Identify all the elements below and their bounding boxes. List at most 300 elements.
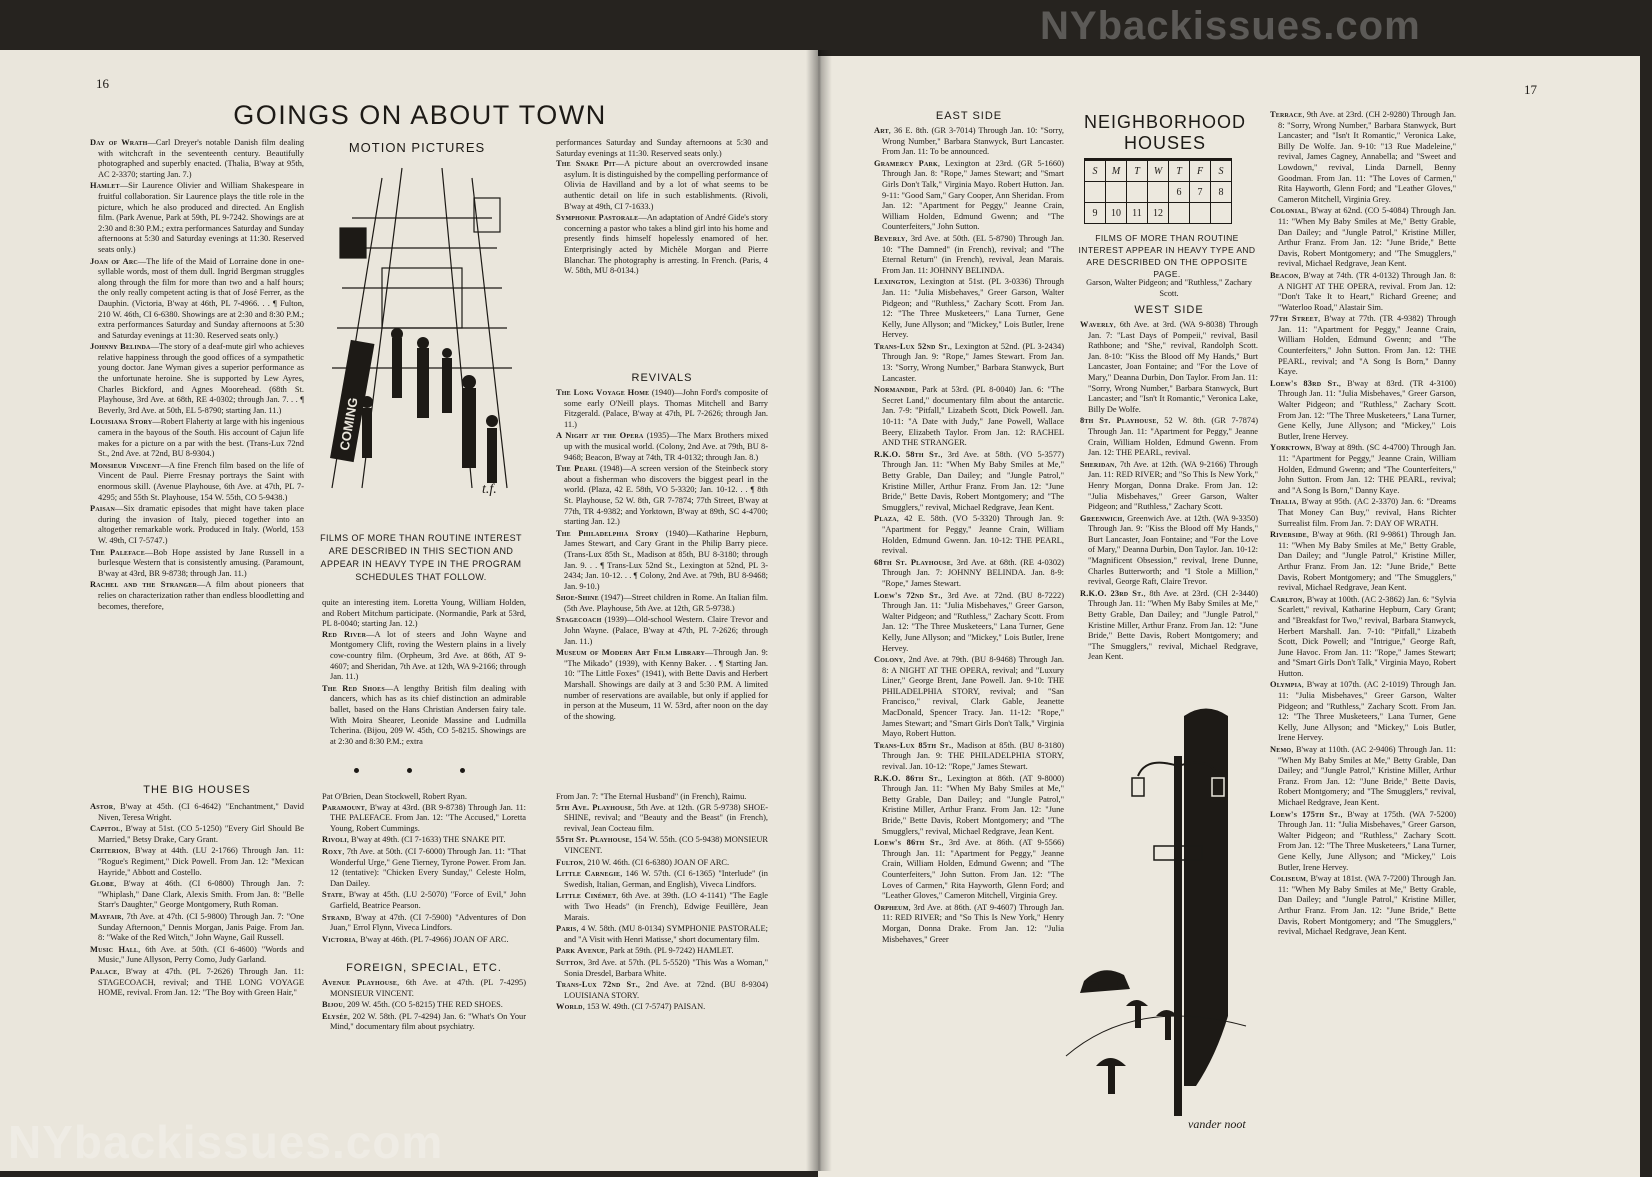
- listing-text: , Lexington at 23rd. (GR 5-1660) Through Jan. 8: "Rope," James Stewart; and "Smart Girls Don't Talk," Virginia Mayo. Robert Hutton. Jan. 9-11: "Good Sam," Gary Cooper, Ann Sheridan. From Jan. 12: "Apartment for Peggy," Jeanne Crain, William Holden, Edmund Gwenn; and "The Counterfeiters," John Sutton.: [882, 158, 1064, 232]
- listing-text: , B'way at 45th. (LU 2-5070) "Force of Evil," John Garfield, Beatrice Pearson.: [330, 890, 526, 910]
- listing-text: , B'way at 83rd. (TR 4-3100) Through Jan. 11: "Julia Misbehaves," Greer Garson, Walter Pidgeon; and "Ruthless," Zachary Scott. From Jan. 12: "The Three Musketeers," Lana Turner, Gene Kelly, June Allyson; and "Mickey," Lois Butler, Irene Hervey.: [1278, 378, 1456, 441]
- listing-name: Riverside: [1270, 530, 1307, 540]
- watermark-top: NYbackissues.com: [1040, 4, 1421, 48]
- listing-text: —Bob Hope assisted by Jane Russell in a burlesque Western that is consistently amusing. (Paramount, B'way at 43rd, BR 9-8738; through Jan. 11.): [98, 547, 304, 578]
- listing-entry: [1080, 416, 1258, 458]
- listing-entry: [556, 159, 768, 212]
- listing-name: Olympia: [1270, 680, 1302, 690]
- schedule-calendar: [1084, 158, 1232, 224]
- listing-name: Terrace: [1270, 110, 1303, 119]
- listing-entry: [90, 342, 304, 416]
- listing-name: Day of Wrath: [90, 138, 148, 147]
- listing-entry: [322, 935, 526, 946]
- calendar-date: [1106, 182, 1127, 203]
- listing-name: Loew's 83rd St.: [1270, 378, 1339, 388]
- calendar-day-headers: [1085, 160, 1232, 182]
- listing-text: , 5th Ave. at 12th. (GR 5-9738) SHOE-SHINE, revival; and "Beauty and the Beast" (in French), revival, Jean Cocteau film.: [564, 802, 768, 833]
- listing-entry: [874, 591, 1064, 655]
- listing-text: , B'way at 47th. (CI 7-5900) "Adventures of Don Juan," Errol Flynn, Viveca Lindfors.: [330, 912, 526, 933]
- listing-text: , Lexington at 86th. (AT 9-8000) Through Jan. 11: "When My Baby Smiles at Me," Betty Grable, Dan Dailey; and "Jungle Patrol," Kristine Miller, Arthur Franz. From Jan. 12: "June Bride," Bette Davis, Robert Montgomery; and "The Smugglers," revival, Michael Redgrave, Jean Kent.: [882, 773, 1064, 836]
- listing-entry: [874, 342, 1064, 384]
- listing-name: Louisiana Story: [90, 417, 153, 427]
- listing-entry: [556, 529, 768, 593]
- coming-sign-text: COMING: [336, 396, 361, 452]
- calendar-week-2: [1085, 203, 1232, 224]
- listing-name: Little Cinémet: [556, 891, 617, 901]
- listing-entry: [1270, 874, 1456, 938]
- calendar-date: [1190, 203, 1211, 224]
- calendar-week-1: [1085, 182, 1232, 203]
- listing-entry: [874, 159, 1064, 233]
- listing-entry: [874, 277, 1064, 341]
- listing-text: , 3rd Ave. at 58th. (VO 5-3577) Through Jan. 11: "When My Baby Smiles at Me," Betty Grable, Dan Dailey; and "Jungle Patrol," Kristine Miller, Arthur Franz. From Jan. 12: "June Bride," Bette Davis, Robert Montgomery; and "The Smugglers," revival, Michael Redgrave, Jean Kent.: [882, 449, 1064, 512]
- listing-name: Coliseum: [1270, 874, 1306, 884]
- listing-name: Waverly: [1080, 320, 1114, 329]
- listing-name: Red River: [322, 629, 367, 639]
- listing-name: 8th St. Playhouse: [1080, 416, 1157, 426]
- listing-name: Avenue Playhouse: [322, 978, 398, 987]
- listing-text: , B'way at 100th. (AC 2-3862) Jan. 6: "Sylvia Scarlett," revival, Katharine Hepburn, Cary Grant; and "Breakfast for Two," revival, Barbara Stanwyck, Herbert Marshall. Jan. 7-10: "Pitfall," Lizabeth Scott, Dick Powell; and "Intrigue," George Raft, June Havoc. From Jan. 11: "Rope," James Stewart; and "Smart Girls Don't Talk," Virginia Mayo, Robert Hutton.: [1278, 594, 1456, 678]
- section-big-houses: THE BIG HOUSES: [143, 784, 251, 796]
- listing-name: World: [556, 1002, 583, 1012]
- listing-text: (1939)—Old-school Western. Claire Trevor and John Wayne. (Palace, B'way at 47th, PL 7-2626; through Jan. 11.): [564, 615, 768, 646]
- listing-entry: [874, 903, 1064, 945]
- listing-text: —A fine French film based on the life of Vincent de Paul. Pierre Fresnay portrays the Saint with enormous skill. (Avenue Playhouse, 6th Ave. at 47th, PL 7-4295; and 55th St. Playhouse, 154 W. 55th, CO 5-9438.): [98, 460, 304, 502]
- listing-text: , B'way at 46th. (PL 7-4966) JOAN OF ARC.: [355, 934, 509, 944]
- listing-entry: [874, 774, 1064, 838]
- listing-entry: [90, 257, 304, 342]
- listing-text: , Madison at 85th. (BU 8-3180) Through Jan. 9: THE PHILADELPHIA STORY, revival. Jan. 10-12: "Rope," James Stewart.: [882, 740, 1064, 772]
- listing-name: Symphonie Pastorale: [556, 213, 639, 223]
- listing-text: , Park at 59th. (PL 9-7242) HAMLET.: [605, 946, 734, 956]
- listing-name: A Night at the Opera: [556, 431, 644, 441]
- calendar-date: 12: [1148, 203, 1169, 224]
- motion-pictures-column-1: [90, 138, 304, 828]
- listing-text: , Lexington at 52nd. (PL 3-2434) Through Jan. 9: "Rope," James Stewart. From Jan. 13: "Sorry, Wrong Number," Barbara Stanwyck, Burt Lancaster.: [882, 341, 1064, 383]
- listing-name: The Pearl: [556, 464, 597, 474]
- listing-entry: [1270, 595, 1456, 680]
- listing-entry: [556, 924, 768, 945]
- listing-text: , 6th Ave. at 39th. (LO 4-1141) "The Eagle with Two Heads" (in French), Edwige Feuillère, Jean Marais.: [564, 891, 768, 922]
- listing-text: , B'way at 43rd. (BR 9-8738) Through Jan. 11: THE PALEFACE. From Jan. 12: "The Accused," Loretta Young, Robert Cummings.: [330, 802, 526, 833]
- calendar-date: [1127, 182, 1148, 203]
- calendar-date: [1085, 182, 1106, 203]
- listing-text: , B'way at 89th. (SC 4-4700) Through Jan. 11: "Apartment for Peggy," Jeanne Crain, William Holden, Edmund Gwenn; and "The Counterfeiters," John Sutton. From Jan. 12: THE PEARL, revival; and "A Song Is Born," Danny Kaye.: [1278, 443, 1456, 495]
- listing-name: Colony: [874, 655, 904, 665]
- listing-name: Sheridan: [1080, 459, 1115, 469]
- listing-entry: [322, 803, 526, 835]
- listing-text: —A lot of steers and John Wayne and Montgomery Clift, roving the Western plains in a lively cow-country film. (Orpheum, 3rd Ave. at 86th, AT 9-4607; and Sheridan, 7th Ave. at 12th, WA 9-2166; through Jan. 11.): [330, 629, 526, 682]
- entry-list: [90, 138, 304, 612]
- listing-name: Joan of Arc: [90, 256, 138, 266]
- listing-entry: [90, 945, 304, 966]
- listing-text: —Carl Dreyer's notable Danish film dealing with witchcraft in the seventeenth century. Beautifully photographed and superbly enacted. (Thalia, B'way at 95th, AC 2-3370; starting Jan. 7.): [98, 138, 304, 179]
- listing-entry: [556, 891, 768, 923]
- foreign-column-2: [556, 792, 768, 1162]
- section-motion-pictures: MOTION PICTURES: [348, 140, 486, 155]
- listing-name: Astor: [90, 802, 114, 811]
- listing-entry: [322, 630, 526, 683]
- listing-text: , 3rd Ave. at 50th. (EL 5-8790) Through Jan. 10: "The Damned" (in French), revival; and "The Eternal Return" (in French), revival, Jean Marais. From Jan. 11: JOHNNY BELINDA.: [882, 233, 1064, 275]
- listing-text: , 3rd Ave. at 72nd. (BU 8-7222) Through Jan. 11: "Julia Misbehaves," Greer Garson, Walter Pidgeon; and "Ruthless," Zachary Scott. From Jan. 12: "The Three Musketeers," Lana Turner, Gene Kelly, June Allyson; and "Mickey," Lois Butler, Irene Hervey.: [882, 590, 1064, 653]
- listing-entry: [556, 958, 768, 979]
- listing-name: Paris: [556, 924, 577, 934]
- listing-text: , B'way at 96th. (RI 9-9861) Through Jan. 11: "When My Baby Smiles at Me," Betty Grable, Dan Dailey; and "Jungle Patrol," Kristine Miller, Arthur Franz. From Jan. 12: "June Bride," Bette Davis, Robert Montgomery; and "The Smugglers," revival, Michael Redgrave, Jean Kent.: [1278, 530, 1456, 593]
- listing-text: , Lexington at 51st. (PL 3-0336) Through Jan. 11: "Julia Misbehaves," Greer Garson, Walter Pidgeon; and "Ruthless," Zachary Scott. From Jan. 12: "The Three Musketeers," Lana Turner, Gene Kelly, June Allyson; and "Mickey," Lois Butler, Irene Hervey.: [882, 277, 1064, 340]
- listing-entry: [556, 1002, 768, 1013]
- listing-name: 77th Street: [1270, 314, 1319, 324]
- listing-text: , 4 W. 58th. (MU 8-0134) SYMPHONIE PASTORALE; and "A Visit with Henri Matisse," short documentary film.: [564, 924, 768, 944]
- listing-name: Lexington: [874, 277, 914, 287]
- listing-text: , 3rd Ave. at 86th. (AT 9-4607) Through Jan. 11: RED RIVER; and "So This Is New York," Henry Morgan, Donna Drake. From Jan. 12: "Julia Misbehaves," Greer: [882, 902, 1064, 944]
- listing-name: Rachel and the Stranger: [90, 580, 197, 590]
- listing-text: —An adaptation of André Gide's story concerning a pastor who takes a blind girl into his home and presently finds himself hopelessly enamored of her. Enterprisingly acted by Michèle Morgan and Pierre Blanchar. The photography is arresting. In French. (Paris, 4 W. 58th, MU 8-0134.): [564, 213, 768, 276]
- listing-entry: [556, 803, 768, 835]
- listing-entry: [90, 548, 304, 580]
- listing-entry: [556, 464, 768, 528]
- listing-name: The Long Voyage Home: [556, 388, 650, 397]
- listing-text: (1940)—Katharine Hepburn, James Stewart, and Cary Grant in the Philip Barry piece. (Trans-Lux 85th St., Madison at 85th, BU 8-3180; through Jan. 9. . . ¶ Trans-Lux 52nd St., Lexington at 52nd, PL 3-2434; Jan. 10-12. . . ¶ Colony, 2nd Ave. at 79th, BU 8-9468; Jan. 9-10.): [564, 528, 768, 591]
- calendar-date: 8: [1211, 182, 1232, 203]
- listing-text: , 153 W. 49th. (CI 7-5747) PAISAN.: [582, 1002, 706, 1012]
- listing-name: Stagecoach: [556, 615, 602, 625]
- listing-entry: [556, 980, 768, 1001]
- listing-text: , B'way at 46th. (CI 6-0800) Through Jan. 7: "Whiplash," Dane Clark, Alexis Smith. From Jan. 8: "Belle Starr's Daughter," George Montgomery, Ruth Roman.: [98, 879, 304, 910]
- listing-name: Carlton: [1270, 594, 1303, 604]
- listing-name: Paisan: [90, 504, 115, 514]
- listing-entry: [1270, 110, 1456, 205]
- listing-entry: [556, 213, 768, 277]
- listing-entry: [1080, 589, 1258, 663]
- listing-entry: [556, 593, 768, 614]
- listing-name: The Red Shoes: [322, 683, 385, 693]
- listing-text: , 3rd Ave. at 68th. (RE 4-0302) Through Jan. 7: JOHNNY BELINDA. Jan. 8-9: "Rope," James Stewart.: [882, 557, 1064, 588]
- listing-text: (1940)—John Ford's composite of some early O'Neill plays. Thomas Mitchell and Barry Fitzgerald. (Palace, B'way at 47th, PL 7-2626; through Jan. 11.): [564, 388, 768, 429]
- calendar-day: W: [1148, 160, 1169, 182]
- listing-entry: [1270, 530, 1456, 594]
- continued-text: quite an interesting item. Loretta Young, William Holden, and Robert Mitchum participate. (Normandie, Park at 53rd, PL 8-0040; starting Jan. 12.): [322, 598, 526, 629]
- listing-entry: [322, 913, 526, 934]
- listing-text: , Park at 53rd. (PL 8-0040) Jan. 6: "The Secret Land," documentary film about the antarctic. Jan. 7-9: "Pitfall," Lizabeth Scott, Dick Powell. Jan. 10-11: "A Date with Judy," Jane Powell, Wallace Beery, Elizabeth Taylor. From Jan. 12: RACHEL AND THE STRANGER.: [882, 385, 1064, 448]
- listing-name: 5th Ave. Playhouse: [556, 802, 633, 812]
- listing-text: , B'way at 47th. (PL 7-2626) Through Jan. 11: STAGECOACH, revival; and THE LONG VOYAGE HOME, revival. From Jan. 12: "The Boy with Green Hair,": [98, 966, 304, 998]
- entry-list: [556, 388, 768, 722]
- listing-text: , 42 E. 58th. (VO 5-3320) Through Jan. 9: "Apartment for Peggy," Jeanne Crain, William Holden, Edmund Gwenn. Jan. 10-12: THE PEARL, revival.: [882, 514, 1064, 556]
- listing-name: Loew's 86th St.: [874, 838, 942, 848]
- listing-text: , B'way at 44th. (LU 2-1766) Through Jan. 11: "Rogue's Regiment," Dick Powell. From Jan. 12: "Mexican Hayride," Abbott and Costello.: [98, 846, 304, 877]
- lamppost-illustration: [1056, 696, 1256, 1136]
- listing-list: [90, 802, 304, 999]
- listing-text: , B'way at 49th. (CI 7-1633) THE SNAKE PIT.: [346, 835, 506, 845]
- motion-pictures-column-3: [556, 138, 768, 378]
- listing-entry: [556, 388, 768, 430]
- street-scene-illustration: [322, 158, 520, 505]
- continued-text: performances Saturday and Sunday afternoons at 5:30 and Saturday evenings at 11:30. Reserved seats only.): [556, 138, 768, 158]
- listing-text: —A picture about an overcrowded insane asylum. It is distinguished by the compelling performance of Olivia de Havilland and by a lot of what seems to be authentic detail on life in such establishments. (Rivoli, B'way at 49th, CI 7-1633.): [564, 159, 768, 211]
- listing-name: Rivoli: [322, 835, 347, 845]
- listing-text: (1935)—The Marx Brothers mixed up with the musical world. (Colony, 2nd Ave. at 79th, BU 8-9468; Beacon, B'way at 74th, TR 4-0132; through Jan. 8.): [564, 431, 768, 462]
- listing-text: , 209 W. 45th. (CO 5-8215) THE RED SHOES.: [342, 1000, 503, 1010]
- section-revivals: REVIVALS: [631, 372, 693, 384]
- listing-entry: [1080, 514, 1258, 588]
- listing-entry: [874, 234, 1064, 276]
- listing-text: , 36 E. 8th. (GR 3-7014) Through Jan. 10: "Sorry, Wrong Number," Barbara Stanwyck, Burt Lancaster. From Jan. 11: To be announced.: [882, 126, 1064, 157]
- listing-text: , B'way at 181st. (WA 7-7200) Through Jan. 11: "When My Baby Smiles at Me," Betty Grable, Dan Dailey; and "Jungle Patrol," Kristine Miller, Arthur Franz. From Jan. 12: "June Bride," Bette Davis, Robert Montgomery; and "The Smugglers," revival, Michael Redgrave, Jean Kent.: [1278, 874, 1456, 937]
- listing-name: R.K.O. 86th St.: [874, 773, 941, 783]
- listing-name: Victoria: [322, 934, 356, 944]
- entry-list: [322, 630, 526, 748]
- listing-name: Mayfair: [90, 911, 122, 921]
- listing-name: Strand: [322, 912, 350, 922]
- listing-entry: [90, 138, 304, 180]
- listing-entry: [90, 824, 304, 845]
- listing-list: [322, 803, 526, 946]
- listing-entry: [874, 126, 1064, 158]
- listing-entry: [1270, 680, 1456, 744]
- listing-entry: [322, 890, 526, 911]
- listing-name: Trans-Lux 85th St.: [874, 740, 952, 750]
- continued-text: Garson, Walter Pidgeon; and "Ruthless," Zachary Scott.: [1086, 278, 1252, 298]
- listing-text: , B'way at 51st. (CO 5-1250) "Every Girl Should Be Married," Betsy Drake, Cary Grant.: [98, 824, 304, 844]
- calendar-date: 7: [1190, 182, 1211, 203]
- listing-name: Art: [874, 126, 889, 135]
- neighborhood-title-line-2: HOUSES: [1123, 133, 1207, 153]
- listing-name: Plaza: [874, 514, 897, 524]
- illustrator-initials: t.f.: [482, 482, 497, 497]
- listing-entry: [556, 615, 768, 647]
- listing-text: , 9th Ave. at 23rd. (CH 2-9280) Through Jan. 8: "Sorry, Wrong Number," Barbara Stanwyck, Burt Lancaster; and "Isn't It Romantic," Veronica Lake, Billy De Wolfe. Jan. 9-10: "13 Rue Madeleine," revival, James Cagney, Annabella; and "Sweet and Lowdown," revival, Linda Darnell, Benny Goodman. From Jan. 11: "The Loves of Carmen," Rita Hayworth, Glenn Ford; and "Leather Gloves," Cameron Mitchell, Virginia Grey.: [1278, 110, 1456, 204]
- listing-text: , 2nd Ave. at 79th. (BU 8-9468) Through Jan. 8: A NIGHT AT THE OPERA, revival; and "Luxury Liner," George Brent, Jane Powell. Jan. 9-10: THE PHILADELPHIA STORY, revival; and "San Francisco," revival, Clark Gable, Jeanette MacDonald, Spencer Tracy. Jan. 11-12: "Rope," James Stewart; and "Smart Girls Don't Talk," Virginia Mayo, Robert Hutton.: [882, 655, 1064, 739]
- listing-entry: [874, 558, 1064, 590]
- listing-name: 55th St. Playhouse: [556, 835, 630, 845]
- calendar-date: 6: [1169, 182, 1190, 203]
- listing-name: Loew's 175th St.: [1270, 809, 1341, 819]
- listing-text: , B'way at 74th. (TR 4-0132) Through Jan. 8: A NIGHT AT THE OPERA, revival. From Jan. 12: "Don't Take It to Heart," Richard Greene; and "Waterloo Road," Alastair Sim.: [1278, 270, 1456, 312]
- listing-entry: [90, 580, 304, 612]
- listing-name: The Paleface: [90, 547, 145, 557]
- listing-entry: [322, 1012, 526, 1033]
- listing-name: Trans-Lux 52nd St.: [874, 341, 950, 351]
- section-foreign-special: FOREIGN, SPECIAL, ETC.: [346, 962, 502, 974]
- calendar-date: [1169, 203, 1190, 224]
- listing-name: Paramount: [322, 802, 365, 812]
- listing-text: , 7th Ave. at 50th. (CI 7-6000) Through Jan. 11: "That Wonderful Urge," Gene Tierney, Tyrone Power. From Jan. 12 (tentative): "Chicken Every Sunday," Celeste Holm, Dan Dailey.: [330, 846, 526, 888]
- book-gutter: [806, 50, 832, 1171]
- listing-list: [556, 803, 768, 1013]
- listing-text: , B'way at 62nd. (CO 5-4084) Through Jan. 11: "When My Baby Smiles at Me," Betty Grable, Dan Dailey; and "Jungle Patrol," Kristine Miller, Arthur Franz. From Jan. 12: "June Bride," Bette Davis, Robert Montgomery; and "The Smugglers," revival, Michael Redgrave, Jean Kent.: [1278, 206, 1456, 269]
- calendar-day: T: [1169, 160, 1190, 182]
- listing-text: , 146 W. 57th. (CI 6-1365) "Interlude" (in Swedish, Italian, German, and English), Viveca Lindfors.: [564, 869, 768, 889]
- listing-name: Trans-Lux 72nd St.: [556, 980, 638, 990]
- listing-text: , 154 W. 55th. (CO 5-9438) MONSIEUR VINCENT.: [564, 835, 768, 855]
- listing-entry: [90, 846, 304, 878]
- section-west-side: WEST SIDE: [1134, 304, 1204, 316]
- listing-text: —Sir Laurence Olivier and William Shakespeare in fruitful collaboration. Sir Laurence plays the title role in the picture, which he also produced and directed. An English film. (Park Avenue, Park at 59th, PL 9-7242. Showings are at 2:30 and 8:30 P.M.; extra performances Saturday and Sunday afternoons at 5:30 and Saturday evenings at 11:30. Reserved seats only.): [98, 181, 304, 254]
- big-houses-column-1: [90, 802, 304, 1162]
- east-side-column: [874, 126, 1064, 1156]
- listing-text: , B'way at 175th. (WA 7-5200) Through Jan. 11: "Julia Misbehaves," Greer Garson, Walter Pidgeon; and "Ruthless," Zachary Scott. From Jan. 12: "The Three Musketeers," Lana Turner, Gene Kelly, June Allyson; and "Mickey," Lois Butler, Irene Hervey.: [1278, 809, 1456, 872]
- listing-entry: [1270, 271, 1456, 313]
- page-title: GOINGS ON ABOUT TOWN: [233, 100, 607, 130]
- listing-text: , 210 W. 46th. (CI 6-6380) JOAN OF ARC.: [583, 857, 730, 867]
- listing-entry: [1270, 443, 1456, 496]
- listing-entry: [1270, 206, 1456, 270]
- listing-text: , 52 W. 8th. (GR 7-7874) Through Jan. 11: "Apartment for Peggy," Jeanne Crain, William Holden, Edmund Gwenn. From Jan. 12: THE PEARL, revival.: [1088, 416, 1258, 458]
- listing-text: —A lengthy British film dealing with dancers, which has as its chief distinction an admirable ballet, based on the Hans Christian Andersen fairy tale. With Moira Shearer, Leonide Massine and Ludmilla Tcherina. (Bijou, 209 W. 45th, CO 5-8215. Showings are at 2:30 and 8:30 P.M.; extra: [330, 683, 526, 746]
- listing-text: , B'way at 45th. (CI 6-4642) "Enchantment," David Niven, Teresa Wright.: [98, 802, 304, 822]
- listing-text: , 8th Ave. at 23rd. (CH 2-3440) Through Jan. 11: "When My Baby Smiles at Me," Betty Grable, Dan Dailey; and "Jungle Patrol," Kristine Miller, Arthur Franz. From Jan. 12: "June Bride," Bette Davis, Robert Montgomery; and "The Smugglers," revival, Michael Redgrave, Jean Kent.: [1088, 588, 1258, 662]
- page-number-right: 17: [1524, 82, 1537, 97]
- listing-name: Palace: [90, 966, 118, 976]
- listing-text: —A film about pioneers that relies on characterization rather than endless bloodletting and becomes, therefore,: [98, 580, 304, 611]
- listing-entry: [556, 946, 768, 957]
- listing-name: Museum of Modern Art Film Library: [556, 648, 705, 658]
- listing-entry: [874, 385, 1064, 449]
- listing-name: R.K.O. 58th St.: [874, 449, 941, 459]
- listing-name: Nemo: [1270, 745, 1292, 755]
- calendar-day: S: [1211, 160, 1232, 182]
- listing-name: Gramercy Park: [874, 158, 938, 168]
- listing-text: , 202 W. 58th. (PL 7-4294) Jan. 6: "What's On Your Mind," documentary film about psychiatry.: [330, 1011, 526, 1032]
- listing-name: Beacon: [1270, 270, 1299, 280]
- listing-text: —The story of a deaf-mute girl who achieves relative happiness through the good offices of a sympathetic young doctor. Jane Wyman gives a superior performance as the unfortunate heroine. She is supported by Lew Ayres, Charles Bickford, and Agnes Moorehead. (68th St. Playhouse, 3rd Ave. at 68th, RE 4-0302; through Jan. 7. . . ¶ Beverly, 3rd Ave. at 50th, EL 5-8790; starting Jan. 11.): [98, 342, 304, 415]
- listing-entry: [90, 802, 304, 823]
- listing-entry: [1270, 497, 1456, 529]
- listing-text: —Through Jan. 9: "The Mikado" (1939), with Kenny Baker. . . ¶ Starting Jan. 10: "The Little Foxes" (1941), with Bette Davis and Herbert Marshall. Showings are daily at 3 and 5:30 P.M. A limited number of reservations are available, but only if applied for in person at the Museum, 11 W. 53rd, after noon on the day of the showing.: [564, 648, 768, 721]
- listing-entry: [1270, 745, 1456, 809]
- listing-entry: [90, 461, 304, 503]
- listing-text: , 3rd Ave. at 57th. (PL 5-5520) "This Was a Woman," Sonia Dresdel, Barbara White.: [564, 957, 768, 978]
- listing-text: —Six dramatic episodes that might have taken place during the invasion of Italy, pieced together into an altogether remarkable work. Produced in Italy. (World, 153 W. 49th, CI 7-5747.): [98, 504, 304, 545]
- listing-text: , 6th Ave. at 50th. (CI 6-4600) "Words and Music," June Allyson, Perry Como, Judy Garland.: [98, 944, 304, 965]
- listing-name: Elysée: [322, 1011, 348, 1021]
- listing-text: , 7th Ave. at 12th. (WA 9-2166) Through Jan. 11: RED RIVER; and "So This Is New York," Henry Morgan, Donna Drake. From Jan. 12: "Julia Misbehaves," Greer Garson, Walter Pidgeon; and "Ruthless," Zachary Scott.: [1088, 459, 1258, 512]
- listing-entry: [556, 431, 768, 463]
- calendar-date: 11: [1127, 203, 1148, 224]
- listing-name: Loew's 72nd St.: [874, 590, 941, 600]
- listing-list: [874, 126, 1064, 945]
- section-separator: [330, 760, 489, 778]
- listing-name: Sutton: [556, 957, 584, 967]
- listing-entry: [556, 869, 768, 890]
- listing-entry: [874, 655, 1064, 740]
- listing-entry: [90, 504, 304, 546]
- listing-entry: [1270, 314, 1456, 378]
- listing-entry: [556, 648, 768, 722]
- listing-text: , B'way at 77th. (TR 4-9382) Through Jan. 11: "Apartment for Peggy," Jeanne Crain, William Holden, Edmund Gwenn; and "The Counterfeiters," John Sutton. From Jan. 12: THE PEARL, revival; and "A Song Is Born," Danny Kaye.: [1278, 314, 1456, 377]
- listing-text: , 6th Ave. at 3rd. (WA 9-8038) Through Jan. 7: "Last Days of Pompeii," revival, Basil Rathbone; and "She," revival, Randolph Scott. Jan. 8-10: "Kiss the Blood off My Hands," Burt Lancaster, Joan Fontaine; and "For the Love of Mary," Deanna Durbin, Don Taylor. From Jan. 11: "Sorry, Wrong Number," Barbara Stanwyck, Burt Lancaster; and "Isn't It Romantic," Veronica Lake, Billy De Wolfe.: [1088, 320, 1258, 414]
- routine-interest-note: FILMS OF MORE THAN ROUTINE INTEREST ARE DESCRIBED IN THIS SECTION AND APPEAR IN HEAVY TYPE IN THE PROGRAM SCHEDULES THAT FOLLOW.: [320, 533, 522, 582]
- listing-name: State: [322, 890, 344, 900]
- listing-text: , B'way at 95th. (AC 2-3370) Jan. 6: "Dreams That Money Can Buy," revival, Hans Richter Surrealist film. From Jan. 7: DAY OF WRATH.: [1278, 497, 1456, 528]
- continued-text: Pat O'Brien, Dean Stockwell, Robert Ryan.: [322, 792, 467, 801]
- listing-name: Bijou: [322, 1000, 343, 1010]
- continued-text: From Jan. 7: "The Eternal Husband" (in French), Raimu.: [556, 792, 747, 801]
- page-number-left: 16: [96, 76, 109, 91]
- big-houses-column-2: [322, 792, 526, 957]
- listing-entry: [1270, 810, 1456, 874]
- listing-entry: [1080, 320, 1258, 415]
- calendar-date: [1148, 182, 1169, 203]
- listing-entry: [556, 835, 768, 856]
- listing-text: , 2nd Ave. at 72nd. (BU 8-9304) LOUISIANA STORY.: [564, 980, 768, 1000]
- uptown-column: [1270, 110, 1456, 1160]
- listing-entry: [90, 417, 304, 459]
- listing-name: R.K.O. 23rd St.: [1080, 588, 1144, 598]
- listing-entry: [322, 847, 526, 889]
- listing-list: [1080, 320, 1258, 663]
- listing-name: Little Carnegie: [556, 869, 621, 879]
- watermark-bottom: NYbackissues.com: [8, 1116, 444, 1168]
- listing-name: Orpheum: [874, 902, 909, 912]
- listing-name: Johnny Belinda: [90, 342, 151, 352]
- listing-entry: [322, 1000, 526, 1011]
- listing-entry: [556, 858, 768, 869]
- listing-name: Thalia: [1270, 497, 1297, 507]
- listing-entry: [874, 741, 1064, 773]
- listing-name: Yorktown: [1270, 443, 1311, 453]
- listing-name: Music Hall: [90, 944, 139, 954]
- right-page: [818, 56, 1640, 1177]
- listing-entry: [90, 879, 304, 911]
- calendar-day: S: [1085, 160, 1106, 182]
- calendar-day: F: [1190, 160, 1211, 182]
- calendar-date: [1211, 203, 1232, 224]
- listing-name: Beverly: [874, 233, 906, 243]
- listing-name: Criterion: [90, 846, 129, 856]
- neighborhood-title-line-1: NEIGHBORHOOD: [1083, 112, 1246, 132]
- listing-name: Normandie: [874, 385, 916, 395]
- listing-name: Park Avenue: [556, 946, 606, 956]
- revivals-column: [556, 388, 768, 808]
- listing-entry: [322, 978, 526, 999]
- listing-text: , B'way at 107th. (AC 2-1019) Through Jan. 11: "Julia Misbehaves," Greer Garson, Walter Pidgeon; and "Ruthless," Zachary Scott. From Jan. 12: "The Three Musketeers," Lana Turner, Gene Kelly, June Allyson; and "Mickey," Lois Butler, Irene Hervey.: [1278, 680, 1456, 743]
- listing-entry: [90, 912, 304, 944]
- listing-name: Roxy: [322, 846, 343, 856]
- listing-text: —The life of the Maid of Lorraine done in one-syllable words, most of them dull. Ingrid Bergman struggles along through the film for more than two and a half hours; the only really competent acting is that of José Ferrer, as the Dauphin. (Victoria, B'way at 46th, PL 7-4966. . . ¶ Fulton, 210 W. 46th, CI 6-6380. Showings are at 2:30 and 8:30 P.M.; extra performances Saturday and Sunday afternoons at 5:30 and Saturday evenings at 11:30. Reserved seats only.): [98, 256, 304, 340]
- listing-name: Greenwich: [1080, 513, 1123, 523]
- listing-name: Hamlet: [90, 181, 120, 191]
- listing-text: , 3rd Ave. at 86th. (AT 9-5566) Through Jan. 11: "Apartment for Peggy," Jeanne Crain, William Holden, Edmund Gwenn; and "The Counterfeiters," John Sutton. From Jan. 12: "The Loves of Carmen," Rita Hayworth, Glenn Ford; and "Leather Gloves," Cameron Mitchell, Virginia Grey.: [882, 838, 1064, 901]
- listing-text: , 6th Ave. at 47th. (PL 7-4295) MONSIEUR VINCENT.: [330, 978, 526, 998]
- illustrator-signature: vander noot: [1188, 1117, 1246, 1131]
- listing-name: Capitol: [90, 824, 121, 834]
- listing-entry: [874, 450, 1064, 514]
- listing-entry: [1080, 460, 1258, 513]
- listing-entry: [322, 684, 526, 748]
- listing-entry: [322, 835, 526, 846]
- left-page: [0, 50, 818, 1171]
- listing-text: , Greenwich Ave. at 12th. (WA 9-3350) Through Jan. 9: "Kiss the Blood off My Hands," Burt Lancaster, Joan Fontaine; and "For the Love of Mary," Deanna Durbin, Don Taylor. Jan. 10-12: "Magnificent Obsession," revival, Irene Dunne, Charles Butterworth; and "I Stole a Million," revival, George Raft, Claire Trevor.: [1088, 513, 1258, 587]
- listing-name: Shoe-Shine: [556, 593, 599, 603]
- listing-text: (1947)—Street children in Rome. An Italian film. (5th Ave. Playhouse, 5th Ave. at 12th, GR 5-9738.): [564, 593, 768, 613]
- listing-text: , 7th Ave. at 47th. (CI 5-9800) Through Jan. 7: "One Sunday Afternoon," Dennis Morgan, Janis Paige. From Jan. 8: "Wake of the Red Witch," John Wayne, Gail Russell.: [98, 911, 304, 943]
- calendar-day: M: [1106, 160, 1127, 182]
- listing-entry: [1270, 379, 1456, 443]
- entry-list: [556, 159, 768, 277]
- listing-name: Colonial: [1270, 206, 1306, 216]
- listing-entry: [90, 967, 304, 999]
- listing-text: —Robert Flaherty at large with his ingenious camera in the bayous of the South. His account of Cajun life makes for a picture on a par with the best. (Trans-Lux 72nd St., 2nd Ave. at 72nd, BU 8-9304.): [98, 417, 304, 459]
- listing-list: [1270, 110, 1456, 938]
- listing-name: 68th St. Playhouse: [874, 557, 951, 567]
- west-side-column: [1080, 320, 1258, 750]
- calendar-day: T: [1127, 160, 1148, 182]
- listing-entry: [874, 514, 1064, 556]
- section-east-side: EAST SIDE: [935, 110, 1003, 122]
- heavy-type-note: FILMS OF MORE THAN ROUTINE INTEREST APPEAR IN HEAVY TYPE AND ARE DESCRIBED ON THE OPPOSITE PAGE.: [1078, 233, 1256, 279]
- listing-name: Globe: [90, 879, 115, 889]
